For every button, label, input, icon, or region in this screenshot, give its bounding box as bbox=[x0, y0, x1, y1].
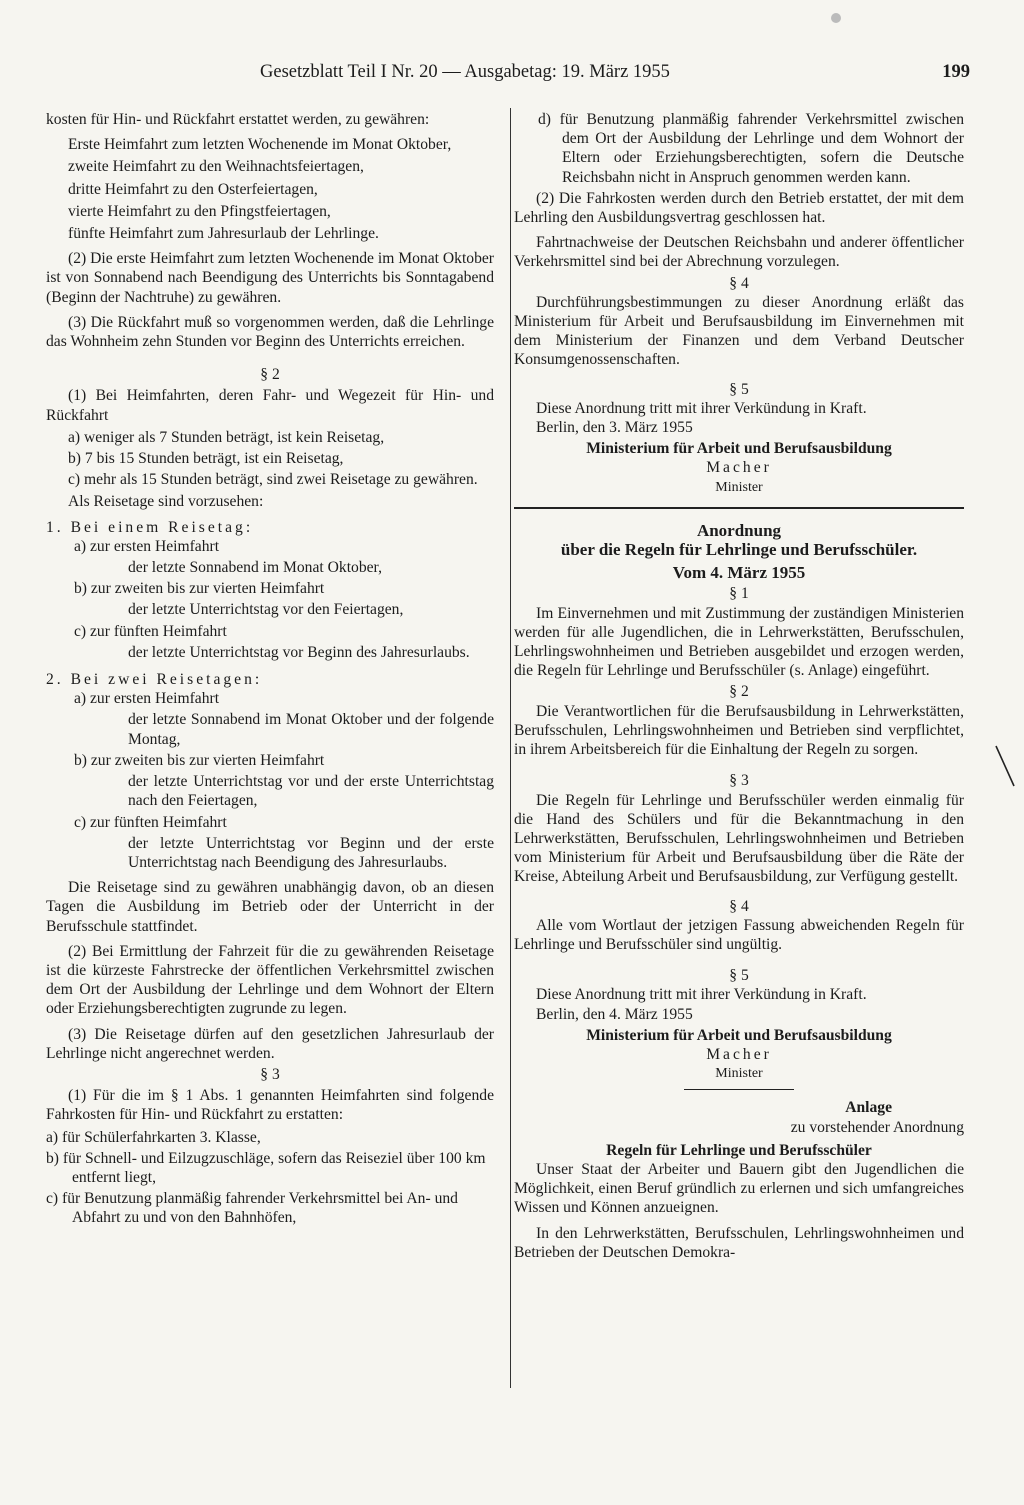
paragraph: (3) Die Reisetage dürfen auf den gesetzlichen Jahresurlaub der Lehrlinge nicht angerechnet werden. bbox=[46, 1025, 494, 1062]
paragraph: Durchführungsbestimmungen zu dieser Anordnung erläßt das Ministerium für Arbeit und Berufsausbildung im Einvernehmen mit dem Ministerium der Finanzen und dem Verband Deutscher Konsumgenossenschaften. bbox=[514, 293, 964, 369]
paragraph: In den Lehrwerkstätten, Berufsschulen, Lehrlingswohnheimen und Betrieben der Deutschen Demokra- bbox=[514, 1224, 964, 1261]
paragraph: Unser Staat der Arbeiter und Bauern gibt den Jugendlichen die Möglichkeit, einen Beruf gründlich zu erlernen und sich umfangreiches Wissen und Können anzueignen. bbox=[514, 1160, 964, 1217]
paragraph: (2) Die Fahrkosten werden durch den Betrieb erstattet, der mit dem Lehrling den Ausbildungsvertrag geschlossen hat. bbox=[514, 189, 964, 227]
list-item: c) für Benutzung planmäßig fahrender Verkehrsmittel bei An- und Abfahrt zu und von den Bahnhöfen, bbox=[46, 1190, 458, 1227]
subheading: 1. Bei einem Reisetag: bbox=[46, 518, 254, 536]
list-item: dritte Heimfahrt zu den Osterfeiertagen, bbox=[68, 180, 318, 198]
list-item: zweite Heimfahrt zu den Weihnachtsfeiertagen, bbox=[68, 158, 364, 176]
section-heading: § 2 bbox=[729, 683, 749, 701]
paragraph: Die Regeln für Lehrlinge und Berufsschüler werden einmalig für die Hand des Schülers und für die Bekanntmachung in den Lehrwerkstätten, Berufsschulen, Lehrlingswohnheimen und Betrieben vom Ministerium für Arbeit und Berufsausbildung über die Räte der Kreise, Abteilung Arbeit und Berufsausbildung, zur Verfügung gestellt. bbox=[514, 791, 964, 886]
ordinance-subtitle: über die Regeln für Lehrlinge und Berufsschüler. bbox=[560, 540, 918, 560]
paragraph: (3) Die Rückfahrt muß so vorgenommen werden, daß die Lehrlinge das Wohnheim zehn Stunden vor Beginn des Unterrichts erreichen. bbox=[46, 313, 494, 351]
signature-divider bbox=[684, 1089, 794, 1090]
section-heading: § 5 bbox=[729, 380, 749, 398]
section-heading: § 1 bbox=[729, 585, 749, 603]
section-heading: § 2 bbox=[260, 366, 280, 384]
paragraph: (1) Für die im § 1 Abs. 1 genannten Heimfahrten sind folgende Fahrkosten für Hin- und Rückfahrt zu erstatten: bbox=[46, 1087, 494, 1124]
list-item-text: der letzte Sonnabend im Monat Oktober und der folgende Montag, bbox=[128, 711, 494, 748]
column-divider bbox=[510, 108, 511, 1388]
date-line: Berlin, den 4. März 1955 bbox=[536, 1005, 693, 1023]
signer-role: Minister bbox=[715, 1066, 763, 1082]
list-item: vierte Heimfahrt zu den Pfingstfeiertagen, bbox=[68, 202, 331, 220]
header-title: Gesetzblatt Teil I Nr. 20 — Ausgabetag: 19. März 1955 bbox=[260, 62, 670, 82]
list-item-text: der letzte Unterrichtstag vor den Feiertagen, bbox=[128, 601, 404, 619]
ordinance-date: Vom 4. März 1955 bbox=[672, 563, 806, 583]
signer-name: Macher bbox=[706, 459, 772, 477]
paragraph: Alle vom Wortlaut der jetzigen Fassung abweichenden Regeln für Lehrlinge und Berufsschüler sind ungültig. bbox=[514, 916, 964, 953]
list-item: a) zur ersten Heimfahrt bbox=[74, 537, 220, 555]
right-column bbox=[514, 110, 964, 1268]
scan-speck-mark bbox=[822, 4, 852, 34]
list-item: d) für Benutzung planmäßig fahrender Verkehrsmittel zwischen dem Ort der Ausbildung der Lehrlinge und dem Wohnort der Eltern oder Erziehungsberechtigten, sofern die Deutsche Reichsbahn nicht in Anspruch genommen werden kann. bbox=[538, 111, 964, 186]
page-header bbox=[40, 62, 984, 86]
paragraph: Als Reisetage sind vorzusehen: bbox=[68, 493, 264, 511]
list-item: a) weniger als 7 Stunden beträgt, ist kein Reisetag, bbox=[68, 428, 385, 446]
paragraph: (2) Bei Ermittlung der Fahrzeit für die zu gewährenden Reisetage ist die kürzeste Fahrstrecke der öffentlichen Verkehrsmittel zwischen dem Ort der Ausbildung der Lehrlinge und dem Wohnort der Eltern oder Erziehungsberechtigten zugrunde zu legen. bbox=[46, 942, 494, 1018]
section-heading: § 3 bbox=[260, 1065, 280, 1083]
subheading: 2. Bei zwei Reisetagen: bbox=[46, 671, 263, 689]
margin-stroke-mark bbox=[994, 744, 1018, 790]
paragraph: (2) Die erste Heimfahrt zum letzten Wochenende im Monat Oktober ist von Sonnabend nach Beendigung des Unterrichts bis Sonntagabend (Beginn der Nachtruhe) zu gewähren. bbox=[46, 250, 494, 306]
ordinance-title: Anordnung bbox=[696, 520, 782, 540]
list-item: c) mehr als 15 Stunden beträgt, sind zwei Reisetage zu gewähren. bbox=[68, 471, 478, 489]
date-line: Berlin, den 3. März 1955 bbox=[536, 419, 693, 437]
section-heading: § 5 bbox=[729, 967, 749, 985]
list-item-text: der letzte Unterrichtstag vor und der erste Unterrichtstag nach den Feiertagen, bbox=[128, 773, 494, 810]
ministry-name: Ministerium für Arbeit und Berufsausbildung bbox=[586, 440, 892, 458]
paragraph: Die Reisetage sind zu gewähren unabhängig davon, ob an diesen Tagen die Ausbildung im Betrieb oder der Unterricht in der Berufsschule stattfindet. bbox=[46, 879, 494, 935]
annex-title: Anlage bbox=[845, 1099, 892, 1117]
list-item: a) zur ersten Heimfahrt bbox=[74, 690, 220, 708]
paragraph: Fahrtnachweise der Deutschen Reichsbahn und anderer öffentlicher Verkehrsmittel sind bei der Abrechnung vorzulegen. bbox=[514, 234, 964, 271]
list-item: fünfte Heimfahrt zum Jahresurlaub der Lehrlinge. bbox=[68, 225, 379, 243]
annex-subtitle: zu vorstehender Anordnung bbox=[790, 1118, 964, 1136]
paragraph: Im Einvernehmen und mit Zustimmung der zuständigen Ministerien werden für alle Jugendlichen, die in Lehrwerkstätten, Berufsschulen, Lehrlingswohnheimen und Betrieben ausgebildet und erzogen werden, die Regeln für Lehrlinge und Berufsschüler (s. Anlage) eingeführt. bbox=[514, 604, 964, 680]
list-item: c) zur fünften Heimfahrt bbox=[74, 622, 227, 640]
signer-name: Macher bbox=[706, 1045, 772, 1063]
paragraph: (1) Bei Heimfahrten, deren Fahr- und Wegezeit für Hin- und Rückfahrt bbox=[46, 387, 494, 424]
list-item: Erste Heimfahrt zum letzten Wochenende im Monat Oktober, bbox=[68, 136, 452, 154]
page-number: 199 bbox=[942, 62, 970, 82]
rules-title: Regeln für Lehrlinge und Berufsschüler bbox=[606, 1141, 872, 1159]
list-item-text: der letzte Unterrichtstag vor Beginn und der erste Unterrichtstag nach Beendigung des Jahresurlaubs. bbox=[128, 834, 494, 871]
paragraph: Diese Anordnung tritt mit ihrer Verkündung in Kraft. bbox=[536, 399, 867, 417]
list-item-text: der letzte Unterrichtstag vor Beginn des Jahresurlaubs. bbox=[128, 643, 470, 661]
list-item: b) für Schnell- und Eilzugzuschläge, sofern das Reiseziel über 100 km entfernt liegt, bbox=[46, 1149, 486, 1186]
section-divider bbox=[514, 507, 964, 509]
paragraph: kosten für Hin- und Rückfahrt erstattet werden, zu gewähren: bbox=[46, 111, 430, 128]
paragraph: Die Verantwortlichen für die Berufsausbildung in Lehrwerkstätten, Berufsschulen, Lehrlingswohnheimen und Betrieben sind verpflichtet, in ihrem Arbeitsbereich für die Einhaltung der Regeln zu sorgen. bbox=[514, 702, 964, 759]
signer-role: Minister bbox=[715, 479, 763, 495]
list-item: a) für Schülerfahrkarten 3. Klasse, bbox=[46, 1128, 261, 1146]
ministry-name: Ministerium für Arbeit und Berufsausbildung bbox=[586, 1026, 892, 1044]
section-heading: § 4 bbox=[729, 274, 749, 292]
section-heading: § 4 bbox=[729, 897, 749, 915]
list-item: b) zur zweiten bis zur vierten Heimfahrt bbox=[74, 751, 325, 769]
list-item: b) 7 bis 15 Stunden beträgt, ist ein Reisetag, bbox=[68, 450, 344, 468]
left-column bbox=[46, 110, 494, 1230]
list-item: b) zur zweiten bis zur vierten Heimfahrt bbox=[74, 580, 325, 598]
section-heading: § 3 bbox=[729, 772, 749, 790]
list-item-text: der letzte Sonnabend im Monat Oktober, bbox=[128, 559, 383, 577]
paragraph: Diese Anordnung tritt mit ihrer Verkündung in Kraft. bbox=[536, 986, 867, 1004]
list-item: c) zur fünften Heimfahrt bbox=[74, 813, 227, 831]
